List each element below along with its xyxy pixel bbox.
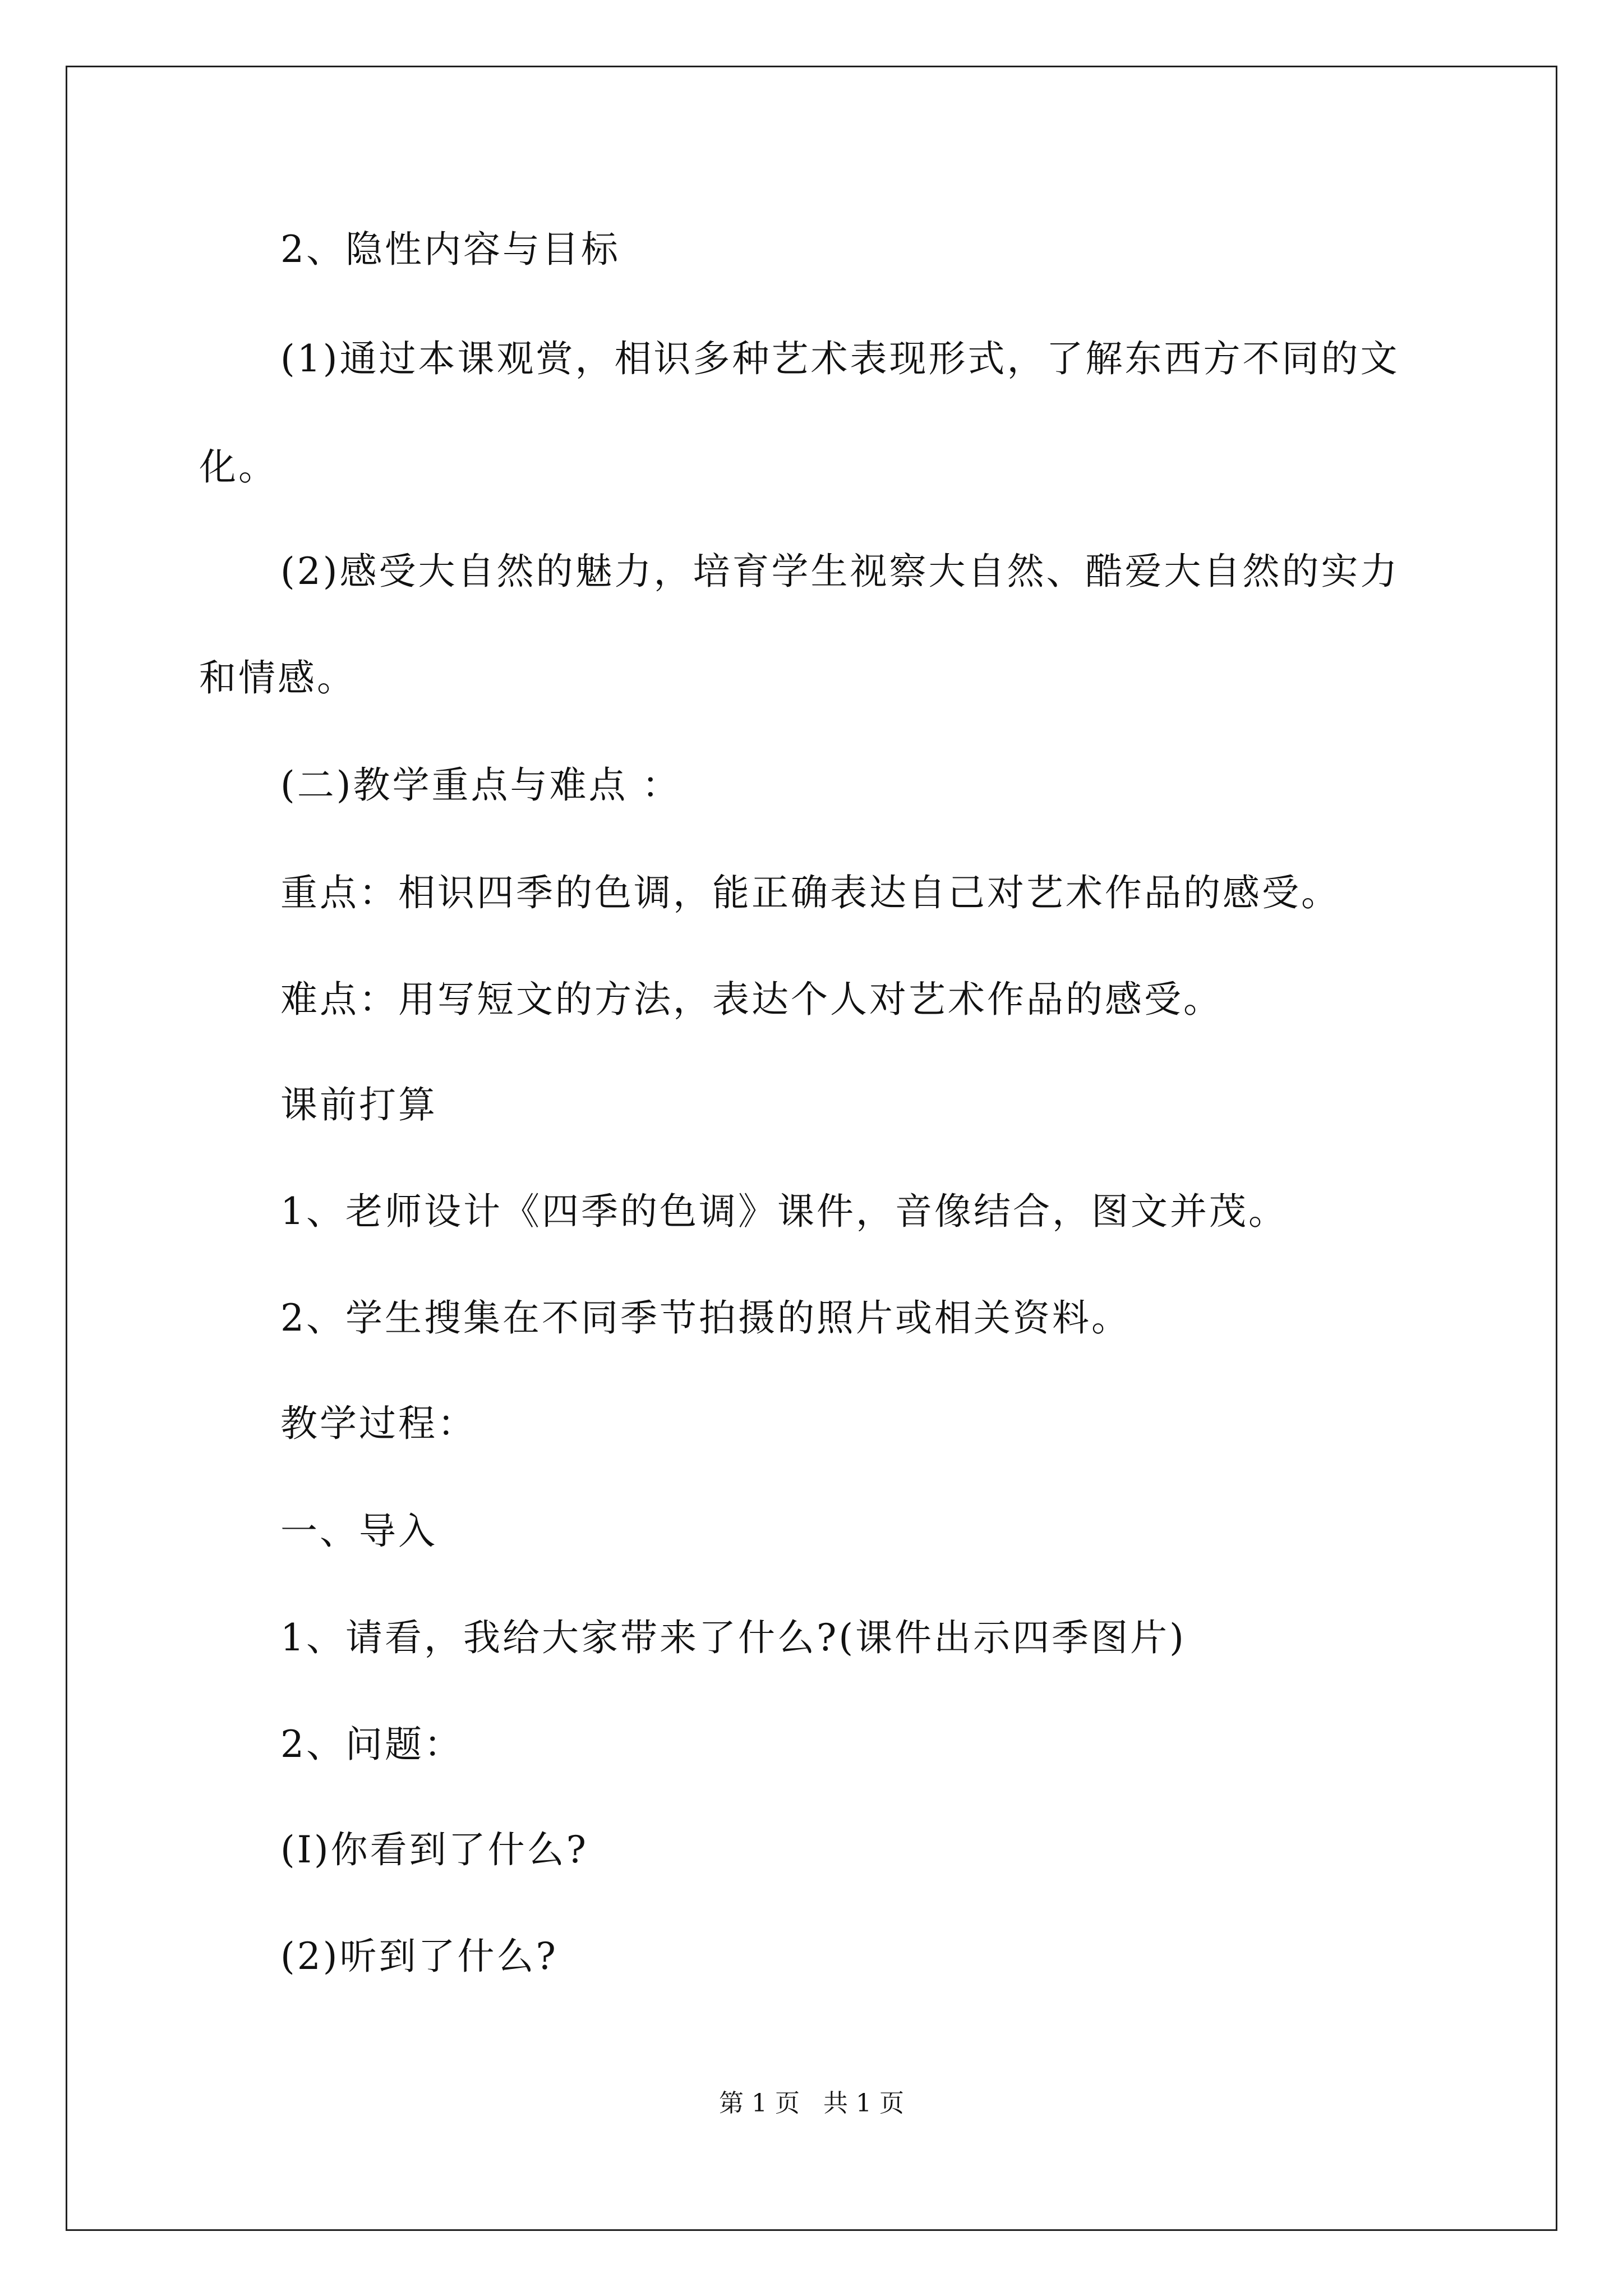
paragraph-line: (2)感受大自然的魅力，培育学生视察大自然、酷爱大自然的实力 xyxy=(280,550,1400,593)
paragraph-line: 难点：用写短文的方法，表达个人对艺术作品的感受。 xyxy=(280,978,1223,1021)
heading-preparation: 课前打算 xyxy=(280,1083,437,1126)
list-item: 1、请看，我给大家带来了什么?(课件出示四季图片) xyxy=(280,1616,1186,1659)
heading-process: 教学过程： xyxy=(280,1402,477,1445)
paragraph-line: 化。 xyxy=(199,445,278,489)
list-item: 2、问题： xyxy=(280,1723,463,1766)
page-border xyxy=(66,66,1557,2231)
list-item: (2)听到了什么? xyxy=(280,1935,558,1978)
paragraph-line: 和情感。 xyxy=(199,656,356,700)
heading-introduction: 一、导入 xyxy=(280,1510,437,1553)
heading-key-points: (二)教学重点与难点 ： xyxy=(280,763,681,807)
list-item: 1、老师设计《四季的色调》课件，音像结合，图文并茂。 xyxy=(280,1190,1288,1233)
paragraph-line: 重点：相识四季的色调，能正确表达自己对艺术作品的感受。 xyxy=(280,871,1340,914)
page-number-footer: 第 1 页 共 1 页 xyxy=(719,2089,904,2118)
paragraph-line: (1)通过本课观赏，相识多种艺术表现形式，了解东西方不同的文 xyxy=(280,337,1400,380)
list-item: 2、学生搜集在不同季节拍摄的照片或相关资料。 xyxy=(280,1296,1131,1340)
heading-implicit-content: 2、隐性内容与目标 xyxy=(280,228,620,271)
list-item: (I)你看到了什么? xyxy=(280,1828,588,1871)
